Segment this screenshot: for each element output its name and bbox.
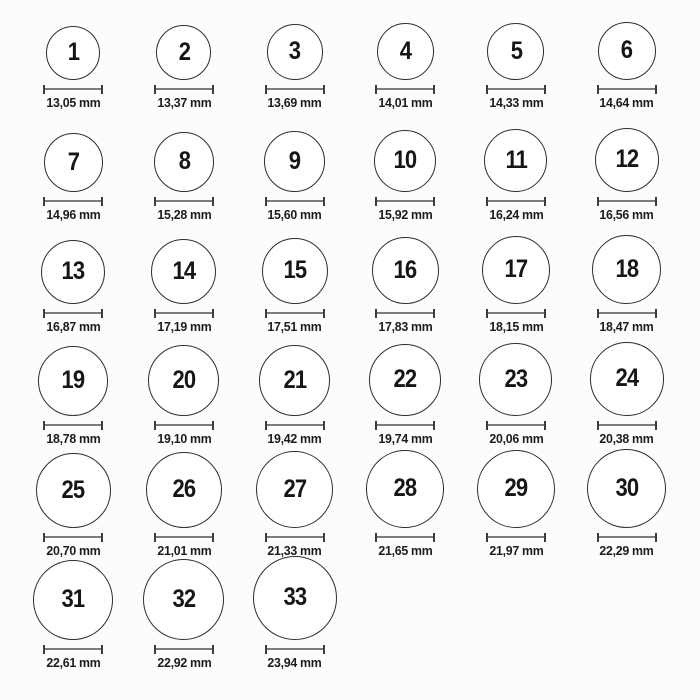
diameter-ruler-line — [156, 536, 212, 538]
ring-size-number: 18 — [615, 254, 639, 283]
ring-size-circle — [479, 343, 552, 416]
ring-size-circle — [44, 133, 103, 192]
diameter-label: 15,60 mm — [267, 206, 322, 222]
ring-size-circle — [587, 449, 666, 528]
diameter-ruler — [154, 533, 214, 542]
ring-size-number: 15 — [283, 256, 307, 285]
ring-size-number: 21 — [283, 365, 307, 394]
ring-size-circle — [264, 131, 325, 192]
diameter-ruler — [154, 85, 214, 94]
ring-size-circle — [369, 344, 441, 416]
ring-size-circle — [143, 559, 224, 640]
ring-size-number: 14 — [172, 256, 196, 285]
ring-size-cell — [129, 562, 240, 674]
diameter-ruler-line — [488, 88, 544, 90]
diameter-ruler — [43, 421, 103, 430]
ring-size-number: 23 — [504, 364, 528, 393]
ring-size-number: 12 — [615, 145, 639, 174]
ring-size-number: 22 — [393, 365, 417, 394]
ring-size-cell — [239, 450, 350, 562]
diameter-ruler-line — [488, 312, 544, 314]
ring-size-circle — [148, 345, 219, 416]
ring-size-circle — [156, 25, 211, 80]
ring-size-circle — [484, 129, 547, 192]
diameter-ruler-line — [45, 312, 101, 314]
diameter-label: 20,38 mm — [599, 430, 654, 446]
diameter-ruler-line — [45, 648, 101, 650]
ring-size-circle — [259, 345, 330, 416]
ring-size-cell — [350, 226, 461, 338]
diameter-ruler — [486, 533, 546, 542]
diameter-ruler — [154, 309, 214, 318]
ring-size-number: 27 — [283, 474, 307, 503]
ring-size-cell — [18, 450, 129, 562]
diameter-ruler — [154, 197, 214, 206]
diameter-ruler-line — [267, 424, 323, 426]
diameter-ruler-line — [599, 200, 655, 202]
diameter-ruler-line — [267, 312, 323, 314]
diameter-ruler — [265, 421, 325, 430]
ring-size-circle — [377, 23, 434, 80]
ring-size-circle — [477, 450, 555, 528]
ring-size-circle — [151, 239, 216, 304]
ring-size-circle — [262, 238, 328, 304]
diameter-label: 21,97 mm — [488, 542, 543, 558]
ring-size-cell — [461, 450, 572, 562]
diameter-label: 14,01 mm — [378, 94, 433, 110]
ring-size-cell — [461, 114, 572, 226]
diameter-ruler-line — [45, 536, 101, 538]
diameter-ruler-line — [488, 200, 544, 202]
ring-size-cell — [239, 114, 350, 226]
ring-size-cell — [571, 114, 682, 226]
diameter-label: 16,87 mm — [46, 318, 101, 334]
diameter-label: 18,47 mm — [599, 318, 654, 334]
ring-size-circle — [146, 452, 222, 528]
ring-size-cell — [239, 338, 350, 450]
ring-size-circle — [256, 451, 333, 528]
diameter-ruler-line — [599, 88, 655, 90]
diameter-ruler — [43, 645, 103, 654]
diameter-ruler — [265, 309, 325, 318]
diameter-label: 21,65 mm — [378, 542, 433, 558]
diameter-ruler — [597, 421, 657, 430]
diameter-ruler-line — [156, 648, 212, 650]
diameter-ruler-line — [377, 200, 433, 202]
ring-size-number: 28 — [393, 474, 417, 503]
diameter-ruler-line — [156, 200, 212, 202]
ring-size-cell — [129, 338, 240, 450]
diameter-ruler — [486, 421, 546, 430]
ring-size-circle — [595, 128, 659, 192]
ring-size-number: 1 — [67, 38, 80, 67]
ring-size-circle — [590, 342, 664, 416]
ring-size-cell — [239, 226, 350, 338]
diameter-label: 20,70 mm — [46, 542, 101, 558]
diameter-ruler — [43, 533, 103, 542]
diameter-ruler-line — [267, 200, 323, 202]
diameter-ruler — [154, 645, 214, 654]
ring-size-cell — [129, 226, 240, 338]
diameter-ruler-line — [488, 536, 544, 538]
diameter-label: 16,56 mm — [599, 206, 654, 222]
diameter-label: 20,06 mm — [488, 430, 543, 446]
diameter-ruler-line — [45, 424, 101, 426]
diameter-ruler-line — [156, 424, 212, 426]
diameter-label: 18,15 mm — [488, 318, 543, 334]
diameter-ruler — [265, 533, 325, 542]
diameter-label: 18,78 mm — [46, 430, 101, 446]
ring-size-number: 5 — [510, 36, 522, 65]
diameter-ruler-line — [156, 88, 212, 90]
diameter-label: 14,96 mm — [46, 206, 101, 222]
diameter-ruler-line — [377, 536, 433, 538]
ring-size-circle — [253, 556, 337, 640]
ring-size-circle — [38, 346, 108, 416]
ring-size-circle — [374, 130, 436, 192]
diameter-ruler-line — [267, 536, 323, 538]
diameter-label: 17,83 mm — [378, 318, 433, 334]
ring-size-cell — [239, 562, 350, 674]
diameter-ruler — [375, 85, 435, 94]
ring-size-cell — [18, 114, 129, 226]
diameter-ruler-line — [156, 312, 212, 314]
ring-size-cell — [18, 2, 129, 114]
ring-size-number: 9 — [288, 146, 301, 175]
ring-size-cell — [571, 450, 682, 562]
diameter-label: 17,51 mm — [267, 318, 322, 334]
diameter-label: 13,69 mm — [267, 94, 322, 110]
diameter-ruler-line — [599, 424, 655, 426]
ring-size-number: 4 — [399, 36, 411, 65]
ring-size-number: 26 — [172, 475, 196, 504]
diameter-ruler-line — [267, 648, 323, 650]
diameter-label: 22,29 mm — [599, 542, 654, 558]
diameter-label: 15,92 mm — [378, 206, 433, 222]
ring-size-number: 3 — [288, 37, 301, 66]
diameter-label: 15,28 mm — [156, 206, 211, 222]
diameter-label: 16,24 mm — [488, 206, 543, 222]
ring-size-number: 24 — [615, 364, 639, 393]
ring-size-cell — [129, 450, 240, 562]
ring-size-cell — [350, 114, 461, 226]
ring-size-cell — [461, 226, 572, 338]
diameter-label: 14,33 mm — [488, 94, 543, 110]
ring-size-cell — [239, 2, 350, 114]
ring-size-number: 10 — [393, 146, 417, 175]
ring-size-cell — [461, 338, 572, 450]
ring-size-number: 6 — [620, 36, 633, 65]
ring-size-circle — [154, 132, 214, 192]
diameter-label: 22,92 mm — [156, 654, 211, 670]
ring-size-number: 30 — [615, 473, 639, 502]
diameter-ruler — [597, 197, 657, 206]
ring-size-cell — [18, 562, 129, 674]
diameter-ruler-line — [267, 88, 323, 90]
ring-size-cell — [571, 2, 682, 114]
ring-size-circle — [487, 23, 544, 80]
diameter-label: 21,33 mm — [267, 542, 322, 558]
diameter-ruler-line — [599, 312, 655, 314]
ring-size-number: 32 — [172, 584, 196, 613]
ring-size-number: 17 — [504, 255, 528, 284]
ring-size-cell — [129, 2, 240, 114]
diameter-label: 19,74 mm — [378, 430, 433, 446]
diameter-label: 21,01 mm — [156, 542, 211, 558]
ring-size-number: 29 — [504, 474, 528, 503]
diameter-ruler-line — [599, 536, 655, 538]
ring-size-cell — [350, 338, 461, 450]
ring-size-number: 11 — [505, 145, 527, 174]
diameter-ruler — [375, 421, 435, 430]
ring-size-number: 2 — [178, 37, 190, 66]
diameter-ruler — [43, 309, 103, 318]
ring-size-cell — [571, 338, 682, 450]
diameter-ruler-line — [45, 88, 101, 90]
ring-size-circle — [36, 453, 111, 528]
ring-size-circle — [366, 450, 444, 528]
diameter-label: 19,42 mm — [267, 430, 322, 446]
diameter-ruler — [486, 309, 546, 318]
diameter-ruler — [154, 421, 214, 430]
ring-size-circle — [33, 560, 113, 640]
ring-size-circle — [46, 26, 100, 80]
ring-size-cell — [350, 2, 461, 114]
diameter-ruler-line — [488, 424, 544, 426]
ring-size-cell — [461, 2, 572, 114]
diameter-ruler — [43, 85, 103, 94]
ring-size-cell — [571, 226, 682, 338]
ring-size-number: 20 — [172, 365, 196, 394]
ring-size-circle — [592, 235, 661, 304]
diameter-label: 14,64 mm — [599, 94, 654, 110]
diameter-ruler — [375, 197, 435, 206]
diameter-ruler — [375, 309, 435, 318]
diameter-label: 13,37 mm — [156, 94, 211, 110]
ring-size-circle — [482, 236, 550, 304]
ring-size-cell — [129, 114, 240, 226]
diameter-ruler — [597, 85, 657, 94]
diameter-ruler-line — [377, 88, 433, 90]
diameter-ruler — [486, 85, 546, 94]
diameter-ruler — [375, 533, 435, 542]
ring-size-cell — [18, 226, 129, 338]
ring-size-number: 33 — [283, 583, 307, 612]
ring-size-number: 8 — [178, 147, 190, 176]
diameter-ruler — [597, 309, 657, 318]
diameter-ruler — [265, 85, 325, 94]
ring-size-number: 25 — [61, 475, 85, 504]
ring-size-cell — [350, 450, 461, 562]
diameter-ruler — [265, 645, 325, 654]
ring-size-circle — [372, 237, 439, 304]
ring-size-number: 16 — [393, 255, 417, 284]
diameter-label: 19,10 mm — [156, 430, 211, 446]
ring-size-circle — [267, 24, 323, 80]
ring-size-cell — [18, 338, 129, 450]
diameter-label: 22,61 mm — [46, 654, 101, 670]
ring-size-number: 7 — [67, 147, 80, 176]
ring-size-circle — [598, 22, 656, 80]
diameter-ruler-line — [377, 424, 433, 426]
diameter-ruler — [43, 197, 103, 206]
ring-size-number: 19 — [61, 366, 85, 395]
diameter-label: 13,05 mm — [46, 94, 101, 110]
diameter-ruler — [597, 533, 657, 542]
diameter-label: 17,19 mm — [156, 318, 211, 334]
diameter-ruler — [486, 197, 546, 206]
diameter-ruler-line — [377, 312, 433, 314]
ring-size-number: 31 — [61, 585, 85, 614]
ring-size-circle — [41, 240, 105, 304]
diameter-label: 23,94 mm — [267, 654, 322, 670]
diameter-ruler — [265, 197, 325, 206]
ring-size-number: 13 — [61, 257, 85, 286]
diameter-ruler-line — [45, 200, 101, 202]
